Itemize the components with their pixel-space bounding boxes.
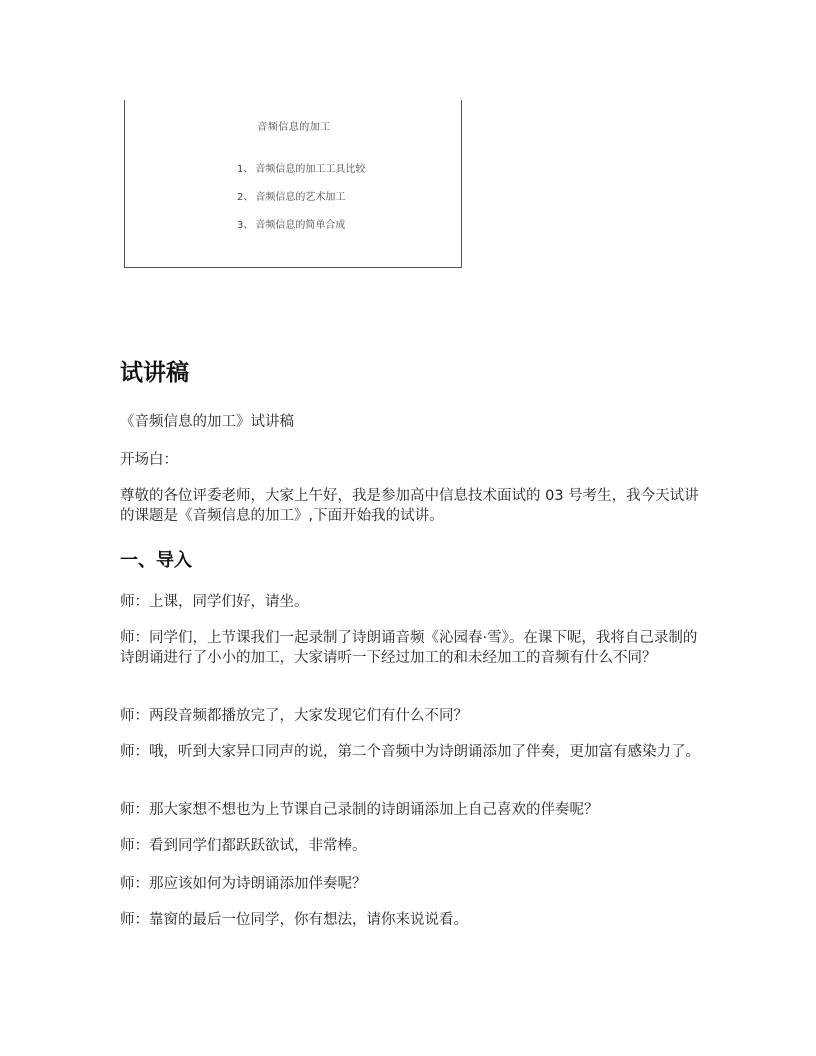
dialogue-line: 师：靠窗的最后一位同学，你有想法，请你来说说看。 <box>120 912 468 928</box>
slide-item-number: 2、 <box>237 192 254 203</box>
dialogue-line: 师：那应该如何为诗朗诵添加伴奏呢？ <box>120 876 367 892</box>
slide-item-text: 音频信息的加工工具比较 <box>255 164 366 175</box>
dialogue-line: 师：两段音频都播放完了，大家发现它们有什么不同？ <box>120 708 468 724</box>
dialogue-line: 师：那大家想不想也为上节课自己录制的诗朗诵添加上自己喜欢的伴奏呢？ <box>120 802 599 818</box>
dialogue-line: 师：看到同学们都跃跃欲试，非常棒。 <box>120 838 367 854</box>
slide-thumbnail <box>124 100 462 268</box>
slide-item-text: 音频信息的简单合成 <box>255 220 346 231</box>
slide-item-number: 3、 <box>237 220 254 231</box>
dialogue-line: 师：哦，听到大家异口同声的说，第二个音频中为诗朗诵添加了伴奏，更加富有感染力了。 <box>120 744 700 760</box>
slide-item <box>237 188 345 203</box>
dialogue-line: 师：上课，同学们好，请坐。 <box>120 594 309 610</box>
document-title: 试讲稿 <box>120 360 189 386</box>
opening-label: 开场白： <box>120 452 178 468</box>
opening-paragraph: 尊敬的各位评委老师，大家上午好，我是参加高中信息技术面试的 03 号考生，我今天试讲的课题是《音频信息的加工》,下面开始我的试讲。 <box>120 488 699 524</box>
slide-item <box>237 216 345 231</box>
section-heading-intro: 一、导入 <box>120 550 192 571</box>
dialogue-line: 师：同学们，上节课我们一起录制了诗朗诵音频《沁园春·雪》。在课下呢，我将自己录制的诗朗诵进行了小小的加工，大家请听一下经过加工的和未经加工的音频有什么不同？ <box>120 630 698 666</box>
slide-item <box>237 160 365 175</box>
document-subtitle: 《音频信息的加工》试讲稿 <box>120 414 294 430</box>
slide-item-number: 1、 <box>237 164 254 175</box>
slide-title: 音频信息的加工 <box>257 122 331 133</box>
slide-item-text: 音频信息的艺术加工 <box>255 192 346 203</box>
